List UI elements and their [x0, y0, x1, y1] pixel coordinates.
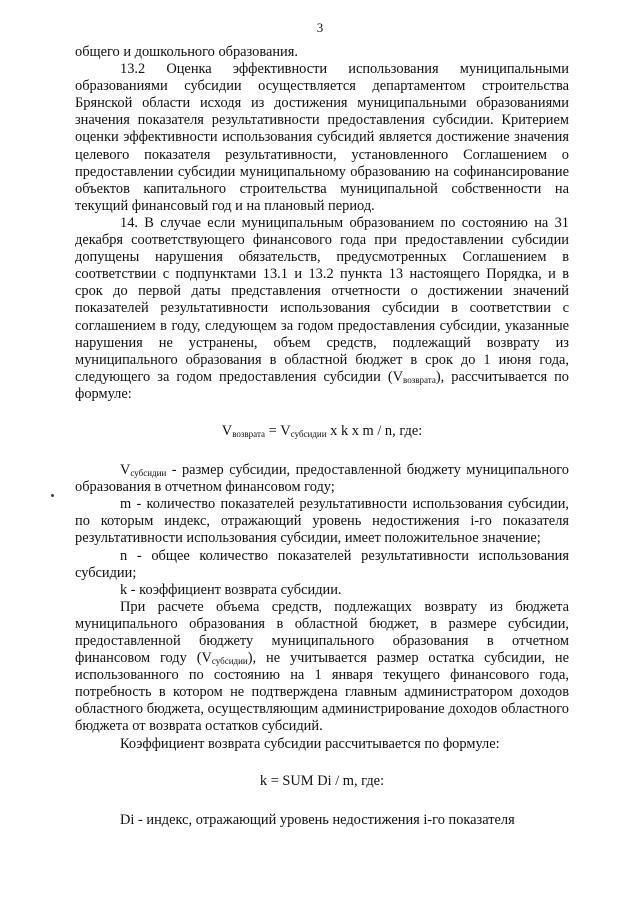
paragraph-text: 14. В случае если муниципальным образованием по состоянию на 31 декабря соответствующего финансового года при предоставлении субсидии допущены нарушения обязательств, предусмотренных Соглашением в соответствии с подпунктами 13.1 и 13.2 пункта 13 настоящего Порядка, и в срок до первой даты представления отчетности о достижении значений показателей результативности использования субсидии в соответствии с соглашением в году, следующем за годом предоставления субсидии, указанные нарушения не устранены, объем средств, подлежащий возврату из муниципального образования в областной бюджет в срок до 1 июня года, следующего за годом предоставления субсидии (V [75, 214, 569, 385]
definition-v-subsidy [75, 462, 569, 496]
paragraph-13-2: 13.2 Оценка эффективности использования муниципальными образованиями субсидии осуществляется департаментом строительства Брянской области исходя из достижения муниципальными образованиями значения показателя результативности предоставления субсидии. Критерием оценки эффективности использования субсидий является достижение значения целевого показателя результативности, установленного Соглашением о предоставлении субсидии муниципальному образованию на софинансирование объектов капитального строительства муниципальной собственности на текущий финансовый год и на плановый период. [75, 61, 569, 214]
subscript: субсидии [130, 468, 167, 479]
definition-n: n - общее количество показателей результативности использования субсидии; [75, 547, 569, 581]
subscript: субсидии [211, 656, 248, 667]
subscript: субсидии [290, 428, 327, 439]
paragraph-text: V [120, 462, 131, 479]
paragraph-text: ), не учитывается размер остатка субсидии, не использованного по состоянию на 1 января текущего финансового года, потребность в котором не подтверждена главным администратором доходов областного бюджета, осуществляющим администрирование доходов областного бюджета от возврата остатков субсидий. [75, 650, 570, 735]
paragraph-coefficient: Коэффициент возврата субсидии рассчитывается по формуле: [120, 735, 500, 752]
paragraph-14 [75, 215, 569, 403]
formula-text: V [221, 422, 233, 439]
definition-di: Di - индекс, отражающий уровень недостижения i-го показателя [120, 811, 515, 828]
formula-text: = V [264, 422, 291, 439]
subscript: возврата [403, 374, 436, 385]
page-number: 3 [316, 20, 324, 35]
paragraph-calculation [75, 599, 569, 736]
definition-k: k - коэффициент возврата субсидии. [120, 581, 342, 598]
paragraph: общего и дошкольного образования. [75, 44, 298, 60]
formula-text: x k x m / n, где: [326, 422, 423, 439]
document-body [75, 44, 569, 829]
definition-m: m - количество показателей результативности использования субсидии, по которым индекс, отражающий уровень недостижения i-го показателя результативности использования субсидии, имеет положительное значение; [75, 496, 569, 547]
subscript: возврата [232, 428, 265, 439]
scan-dot [51, 494, 54, 497]
paragraph-text: При расчете объема средств, подлежащих возврату из бюджета муниципального образования в областной бюджет, в размере субсидии, предоставленной бюджету муниципального образования в отчетном финансовом году (V [75, 598, 569, 667]
paragraph-text: - размер субсидии, предоставленной бюджету муниципального образования в отчетном финансовом году; [75, 462, 569, 496]
formula-coefficient: k = SUM Di / m, где: [259, 772, 385, 789]
formula-return-volume [75, 423, 569, 440]
paragraph-text: ), рассчитывается по формуле: [75, 368, 569, 402]
